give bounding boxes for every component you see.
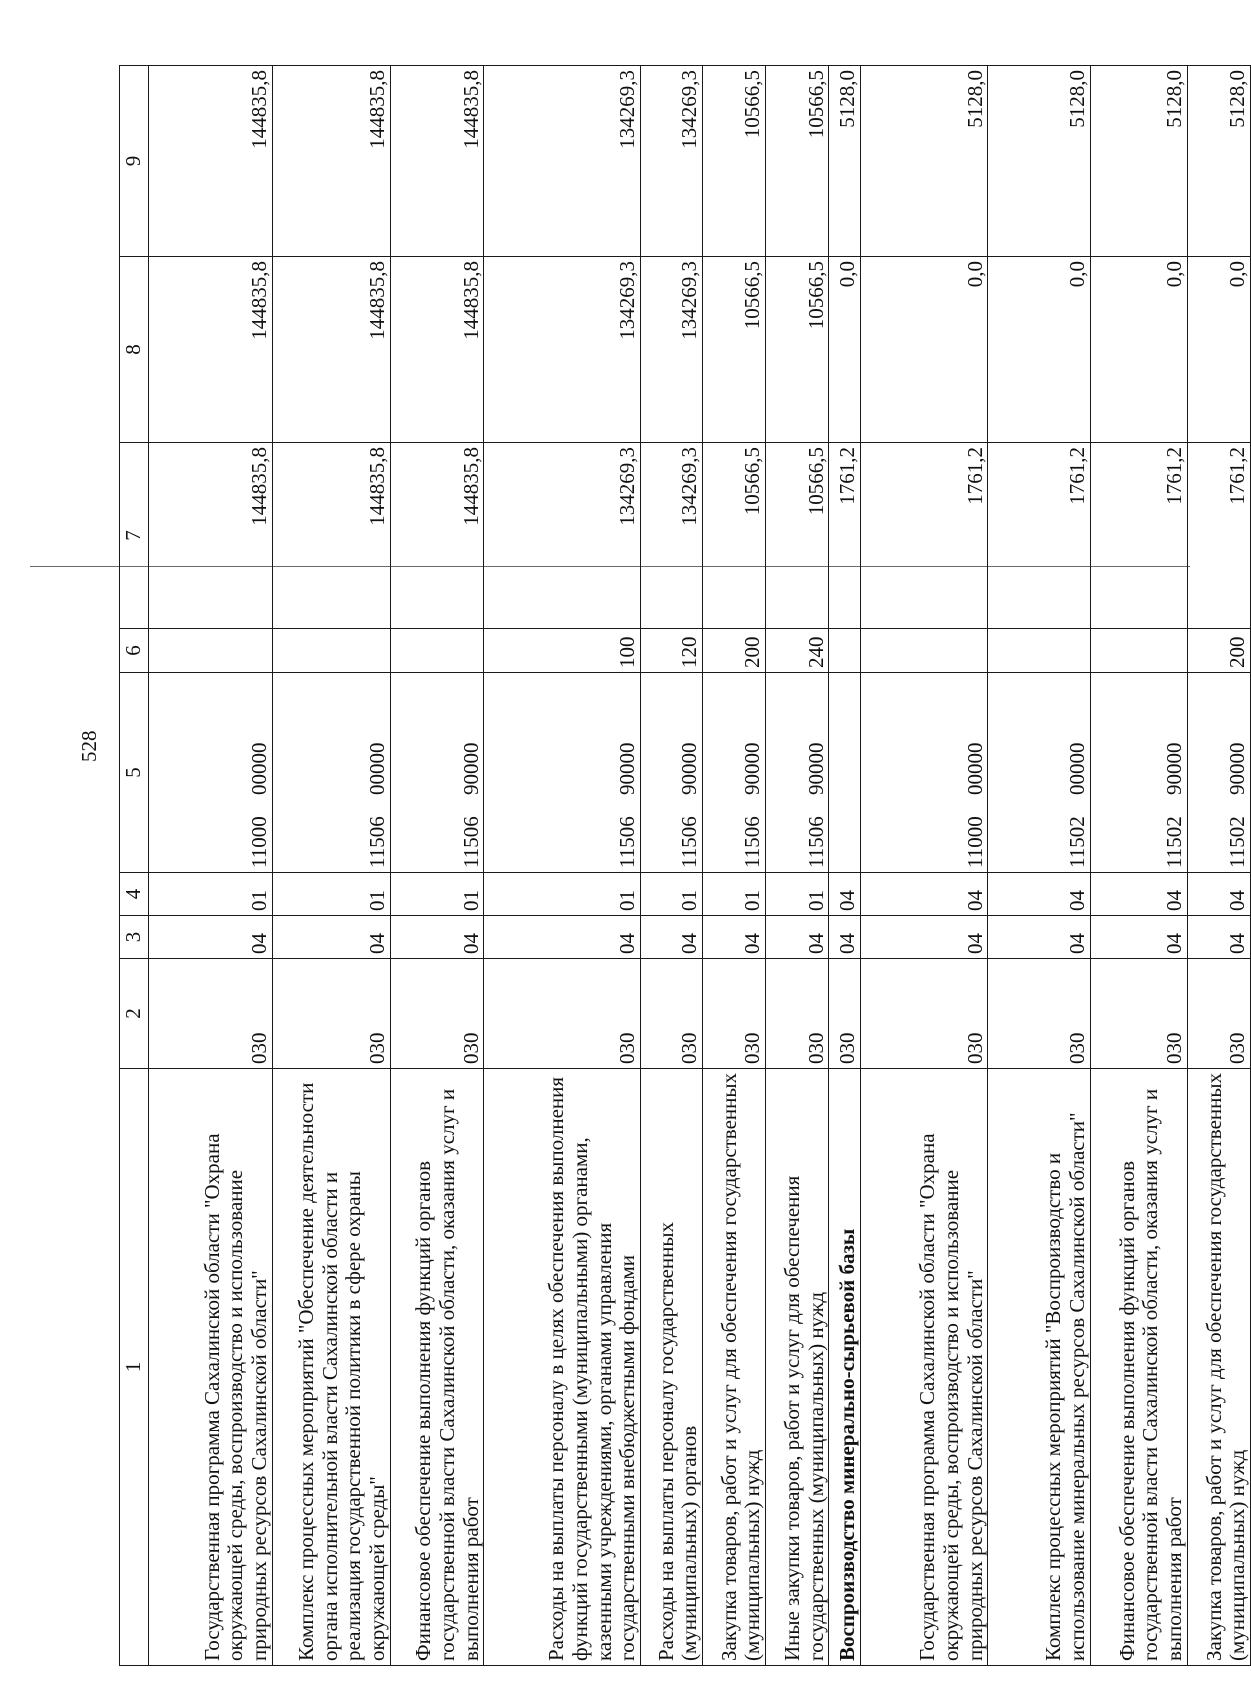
target-article-code <box>1187 673 1250 873</box>
amount-col-9: 134269,3 <box>484 66 641 257</box>
table-row <box>641 66 703 1666</box>
subsection-code: 01 <box>641 873 703 916</box>
gr-code: 030 <box>641 959 703 1069</box>
expense-type-code <box>860 629 988 673</box>
expense-type-code <box>390 629 484 673</box>
gr-code: 030 <box>272 959 390 1069</box>
target-article-part-b: 90000 <box>803 742 828 795</box>
table-row <box>1187 66 1250 1666</box>
amount-col-7: 144835,8 <box>390 443 484 629</box>
amount-col-9: 10566,5 <box>766 66 829 257</box>
section-code: 04 <box>390 916 484 959</box>
expense-type-code: 100 <box>484 629 641 673</box>
row-name: Закупка товаров, работ и услуг для обеспечения государственных (муниципальных) нужд <box>1187 1069 1250 1666</box>
amount-col-9: 5128,0 <box>1090 66 1187 257</box>
expense-type-code <box>988 629 1090 673</box>
row-name: Воспроизводство минерально-сырьевой базы <box>829 1069 861 1666</box>
amount-col-7: 144835,8 <box>149 443 273 629</box>
gr-code: 030 <box>484 959 641 1069</box>
subsection-code: 01 <box>149 873 273 916</box>
amount-col-8: 10566,5 <box>702 257 765 443</box>
target-article-part-a: 11000 <box>247 816 272 868</box>
subsection-code: 04 <box>1187 873 1250 916</box>
amount-col-9: 144835,8 <box>272 66 390 257</box>
col-header-3: 3 <box>120 916 149 959</box>
target-article-code <box>766 673 829 873</box>
target-article-code <box>988 673 1090 873</box>
amount-col-9: 5128,0 <box>1187 66 1250 257</box>
row-name: Государственная программа Сахалинской области "Охрана окружающей среды, воспроизводство и использование природных ресурсов Сахалинской области" <box>149 1069 273 1666</box>
page-number: 528 <box>77 730 101 762</box>
row-name: Государственная программа Сахалинской области "Охрана окружающей среды, воспроизводство и использование природных ресурсов Сахалинской области" <box>860 1069 988 1666</box>
gr-code: 030 <box>1187 959 1250 1069</box>
amount-col-8: 10566,5 <box>766 257 829 443</box>
col-header-5: 5 <box>120 673 149 873</box>
target-article-part-a: 11506 <box>677 816 702 868</box>
target-article-code <box>484 673 641 873</box>
gr-code: 030 <box>702 959 765 1069</box>
expense-type-code: 240 <box>766 629 829 673</box>
section-code: 04 <box>1187 916 1250 959</box>
amount-col-8: 144835,8 <box>272 257 390 443</box>
table-row <box>860 66 988 1666</box>
amount-col-8: 0,0 <box>829 257 861 443</box>
subsection-code: 04 <box>860 873 988 916</box>
target-article-part-b: 90000 <box>740 742 765 795</box>
target-article-code <box>390 673 484 873</box>
table-row <box>149 66 273 1666</box>
amount-col-8: 0,0 <box>988 257 1090 443</box>
target-article-part-a: 11506 <box>458 816 483 868</box>
amount-col-9: 5128,0 <box>829 66 861 257</box>
section-code: 04 <box>702 916 765 959</box>
gr-code: 030 <box>829 959 861 1069</box>
target-article-part-a: 11506 <box>365 816 390 868</box>
row-name: Комплекс процессных мероприятий "Воспроизводство и использование минеральных ресурсов Сахалинской области" <box>988 1069 1090 1666</box>
amount-col-8: 134269,3 <box>641 257 703 443</box>
amount-col-8: 0,0 <box>860 257 988 443</box>
section-code: 04 <box>149 916 273 959</box>
amount-col-8: 0,0 <box>1090 257 1187 443</box>
column-number-row <box>120 66 149 1666</box>
row-name: Расходы на выплаты персоналу государственных (муниципальных) органов <box>641 1069 703 1666</box>
amount-col-7: 1761,2 <box>1090 443 1187 629</box>
target-article-part-a: 11502 <box>1225 816 1250 868</box>
target-article-part-a: 11506 <box>803 816 828 868</box>
section-code: 04 <box>484 916 641 959</box>
table-row <box>390 66 484 1666</box>
row-name: Комплекс процессных мероприятий "Обеспечение деятельности органа исполнительной власти Сахалинской области и реализация государственной политики в сфере охраны окружающей среды" <box>272 1069 390 1666</box>
subsection-code: 04 <box>829 873 861 916</box>
target-article-part-b: 90000 <box>458 742 483 795</box>
expense-type-code: 120 <box>641 629 703 673</box>
section-code: 04 <box>988 916 1090 959</box>
amount-col-9: 144835,8 <box>149 66 273 257</box>
target-article-code <box>149 673 273 873</box>
table-row <box>766 66 829 1666</box>
amount-col-8: 144835,8 <box>149 257 273 443</box>
expense-type-code: 200 <box>1187 629 1250 673</box>
amount-col-7: 1761,2 <box>1187 443 1250 629</box>
target-article-code <box>272 673 390 873</box>
gr-code: 030 <box>390 959 484 1069</box>
target-article-part-a: 11506 <box>740 816 765 868</box>
target-article-part-b: 00000 <box>247 742 272 795</box>
gr-code: 030 <box>1090 959 1187 1069</box>
subsection-code: 01 <box>702 873 765 916</box>
target-article-part-b: 90000 <box>615 742 640 795</box>
target-article-part-b: 00000 <box>962 742 987 795</box>
col-header-2: 2 <box>120 959 149 1069</box>
subsection-code: 01 <box>766 873 829 916</box>
amount-col-7: 134269,3 <box>641 443 703 629</box>
target-article-part-a: 11506 <box>615 816 640 868</box>
amount-col-7: 134269,3 <box>484 443 641 629</box>
amount-col-9: 144835,8 <box>390 66 484 257</box>
section-code: 04 <box>860 916 988 959</box>
target-article-part-b: 00000 <box>365 742 390 795</box>
amount-col-9: 10566,5 <box>702 66 765 257</box>
amount-col-8: 0,0 <box>1187 257 1250 443</box>
table-row <box>484 66 641 1666</box>
target-article-part-b: 00000 <box>1064 742 1089 795</box>
col-header-9: 9 <box>120 66 149 257</box>
col-header-1: 1 <box>120 1069 149 1666</box>
target-article-part-b: 90000 <box>1225 742 1250 795</box>
gr-code: 030 <box>766 959 829 1069</box>
amount-col-9: 5128,0 <box>988 66 1090 257</box>
amount-col-9: 134269,3 <box>641 66 703 257</box>
amount-col-7: 1761,2 <box>829 443 861 629</box>
expense-type-code <box>829 629 861 673</box>
row-name: Финансовое обеспечение выполнения функций органов государственной власти Сахалинской области, оказания услуг и выполнения работ <box>1090 1069 1187 1666</box>
amount-col-8: 134269,3 <box>484 257 641 443</box>
row-name: Финансовое обеспечение выполнения функций органов государственной власти Сахалинской области, оказания услуг и выполнения работ <box>390 1069 484 1666</box>
subsection-code: 04 <box>988 873 1090 916</box>
target-article-code <box>1090 673 1187 873</box>
gr-code: 030 <box>860 959 988 1069</box>
table-row <box>272 66 390 1666</box>
target-article-part-b: 90000 <box>1161 742 1186 795</box>
target-article-code <box>829 673 861 873</box>
subsection-code: 04 <box>1090 873 1187 916</box>
col-header-8: 8 <box>120 257 149 443</box>
target-article-part-b: 90000 <box>677 742 702 795</box>
target-article-code <box>860 673 988 873</box>
budget-table <box>119 65 1251 1666</box>
col-header-7: 7 <box>120 443 149 629</box>
amount-col-7: 1761,2 <box>988 443 1090 629</box>
section-code: 04 <box>641 916 703 959</box>
gr-code: 030 <box>149 959 273 1069</box>
section-code: 04 <box>766 916 829 959</box>
section-code: 04 <box>829 916 861 959</box>
col-header-4: 4 <box>120 873 149 916</box>
gr-code: 030 <box>988 959 1090 1069</box>
col-header-6: 6 <box>120 629 149 673</box>
row-name: Иные закупки товаров, работ и услуг для обеспечения государственных (муниципальных) нужд <box>766 1069 829 1666</box>
subsection-code: 01 <box>272 873 390 916</box>
amount-col-9: 5128,0 <box>860 66 988 257</box>
amount-col-8: 144835,8 <box>390 257 484 443</box>
expense-type-code <box>149 629 273 673</box>
budget-table-rotated <box>119 66 1251 1666</box>
target-article-part-a: 11000 <box>962 816 987 868</box>
target-article-code <box>641 673 703 873</box>
amount-col-7: 10566,5 <box>702 443 765 629</box>
expense-type-code: 200 <box>702 629 765 673</box>
row-name: Расходы на выплаты персоналу в целях обеспечения выполнения функций государственными (муниципальными) органами, казенными учреждениями, органами управления государственными внебюджетными фондами <box>484 1069 641 1666</box>
table-row <box>988 66 1090 1666</box>
table-row <box>702 66 765 1666</box>
section-code: 04 <box>272 916 390 959</box>
expense-type-code <box>272 629 390 673</box>
table-row <box>1090 66 1187 1666</box>
target-article-part-a: 11502 <box>1064 816 1089 868</box>
section-code: 04 <box>1090 916 1187 959</box>
subsection-code: 01 <box>390 873 484 916</box>
amount-col-7: 144835,8 <box>272 443 390 629</box>
amount-col-7: 10566,5 <box>766 443 829 629</box>
amount-col-7: 1761,2 <box>860 443 988 629</box>
subsection-code: 01 <box>484 873 641 916</box>
expense-type-code <box>1090 629 1187 673</box>
target-article-part-a: 11502 <box>1161 816 1186 868</box>
row-name: Закупка товаров, работ и услуг для обеспечения государственных (муниципальных) нужд <box>702 1069 765 1666</box>
target-article-code <box>702 673 765 873</box>
table-row <box>829 66 861 1666</box>
